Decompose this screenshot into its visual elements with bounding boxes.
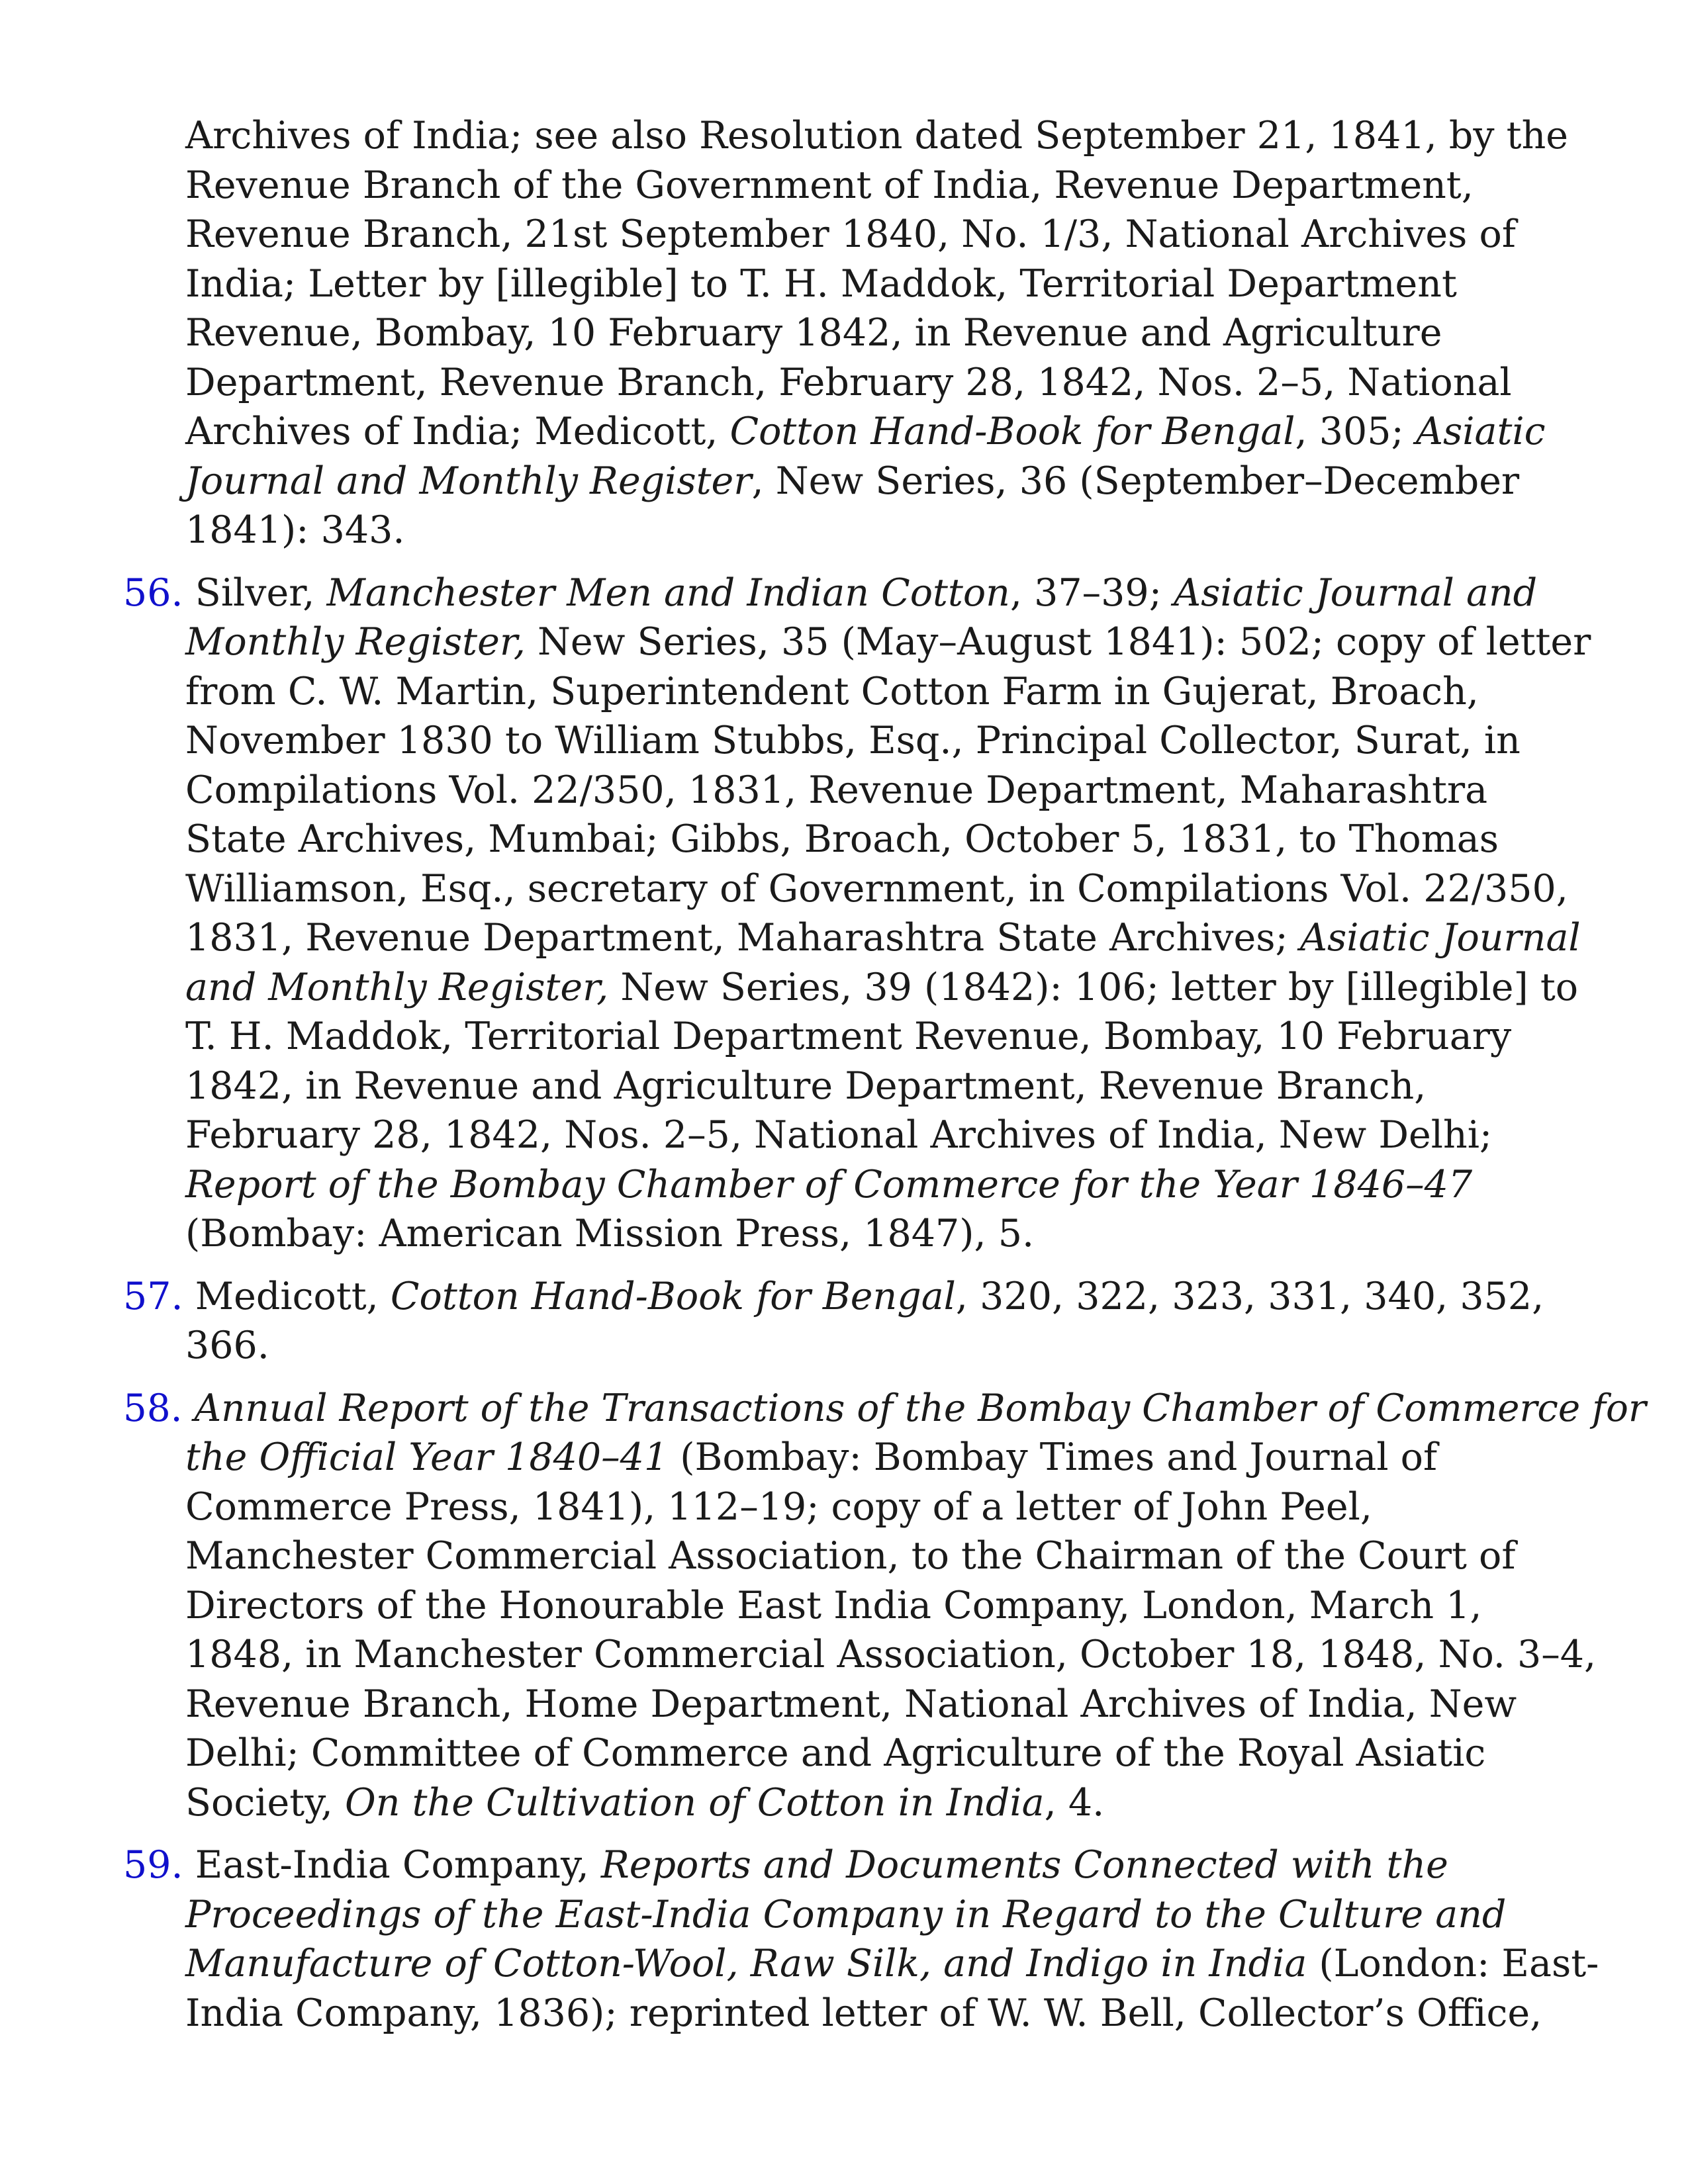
note-line bbox=[123, 1841, 1579, 1890]
note-text: from C. W. Martin, Superintendent Cotton Farm in Gujerat, Broach, bbox=[185, 669, 1479, 713]
note-text: Medicott, bbox=[183, 1274, 391, 1318]
note-text: 1842, in Revenue and Agriculture Department, Revenue Branch, bbox=[185, 1064, 1427, 1108]
note-number-link[interactable]: 57. bbox=[123, 1274, 183, 1318]
note-text: , 4. bbox=[1044, 1780, 1105, 1825]
note-text: New Series, 39 (1842): 106; letter by [illegible] to bbox=[608, 965, 1579, 1009]
italic-title: Manchester Men and Indian Cotton bbox=[326, 570, 1010, 615]
note-line bbox=[185, 1581, 1579, 1631]
italic-title: the Official Year 1840–41 bbox=[185, 1435, 669, 1479]
note-line bbox=[123, 1272, 1579, 1322]
note-line bbox=[185, 1012, 1579, 1062]
endnote-56 bbox=[123, 569, 1591, 1259]
note-text: Archives of India; see also Resolution dated September 21, 1841, by the bbox=[185, 114, 1569, 158]
note-line bbox=[185, 1939, 1599, 1989]
note-text: (London: East- bbox=[1307, 1942, 1599, 1985]
note-text: Delhi; Committee of Commerce and Agriculture of the Royal Asiatic bbox=[185, 1731, 1486, 1775]
note-line bbox=[185, 1729, 1579, 1778]
note-text: February 28, 1842, Nos. 2–5, National Archives of India, New Delhi; bbox=[185, 1113, 1493, 1157]
note-text: Williamson, Esq., secretary of Government, in Compilations Vol. 22/350, bbox=[185, 866, 1568, 911]
note-text: , 305; bbox=[1295, 410, 1416, 453]
note-line bbox=[185, 1111, 1579, 1160]
note-line bbox=[185, 1890, 1579, 1940]
note-line bbox=[185, 407, 1579, 457]
italic-title: Journal and Monthly Register bbox=[185, 459, 752, 503]
note-line bbox=[185, 1160, 1579, 1210]
note-text: East-India Company, bbox=[183, 1843, 601, 1887]
note-line bbox=[185, 1321, 1579, 1371]
note-text: 366. bbox=[185, 1324, 269, 1367]
note-text: State Archives, Mumbai; Gibbs, Broach, October 5, 1831, to Thomas bbox=[185, 817, 1499, 861]
note-text: India Company, 1836); reprinted letter of W. W. Bell, Collector’s Office, bbox=[185, 1991, 1542, 2035]
italic-title: Cotton Hand-Book for Bengal bbox=[729, 410, 1295, 453]
note-line bbox=[185, 1680, 1579, 1729]
note-text: (Bombay: American Mission Press, 1847), 5. bbox=[185, 1212, 1035, 1255]
note-text: 1831, Revenue Department, Maharashtra State Archives; bbox=[185, 916, 1300, 960]
note-text: , 37–39; bbox=[1009, 570, 1174, 615]
italic-title: Report of the Bombay Chamber of Commerce for the Year 1846–47 bbox=[185, 1162, 1473, 1206]
note-number-link[interactable]: 56. bbox=[123, 570, 183, 615]
italic-title: Asiatic Journal bbox=[1299, 916, 1581, 960]
note-text: Compilations Vol. 22/350, 1831, Revenue Department, Maharashtra bbox=[185, 768, 1488, 812]
endnote-continuation bbox=[123, 111, 1579, 555]
note-line bbox=[185, 617, 1591, 667]
note-line bbox=[185, 1433, 1579, 1482]
note-line bbox=[185, 716, 1579, 766]
note-text: Revenue Branch of the Government of India, Revenue Department, bbox=[185, 163, 1474, 207]
italic-title: Annual Report of the Transactions of the Bombay Chamber of Commerce for bbox=[194, 1386, 1646, 1430]
note-line bbox=[185, 963, 1579, 1013]
note-text: , New Series, 36 (September–December bbox=[751, 459, 1520, 503]
note-line bbox=[185, 1482, 1579, 1532]
note-line bbox=[185, 1062, 1579, 1111]
note-text: , 320, 322, 323, 331, 340, 352, bbox=[955, 1274, 1544, 1318]
note-line bbox=[185, 210, 1579, 259]
note-text: Revenue Branch, 21st September 1840, No. 1/3, National Archives of bbox=[185, 212, 1516, 256]
italic-title: Reports and Documents Connected with the bbox=[600, 1843, 1448, 1887]
note-line bbox=[185, 111, 1579, 161]
italic-title: Proceedings of the East-India Company in Regard to the Culture and bbox=[185, 1892, 1507, 1936]
note-text: Manchester Commercial Association, to the Chairman of the Court of bbox=[185, 1534, 1516, 1578]
note-line bbox=[185, 1531, 1579, 1581]
note-text bbox=[183, 1387, 195, 1430]
note-line bbox=[185, 1989, 1579, 2038]
note-text: Department, Revenue Branch, February 28, 1842, Nos. 2–5, National bbox=[185, 360, 1512, 404]
note-line bbox=[185, 1630, 1597, 1680]
note-text: Directors of the Honourable East India Company, London, March 1, bbox=[185, 1583, 1482, 1627]
italic-title: and Monthly Register, bbox=[185, 965, 609, 1009]
note-text: New Series, 35 (May–August 1841): 502; copy of letter bbox=[525, 620, 1591, 664]
note-text: 1848, in Manchester Commercial Association, October 18, 1848, No. 3–4, bbox=[185, 1633, 1597, 1676]
note-line bbox=[185, 815, 1579, 864]
note-line bbox=[185, 308, 1579, 358]
note-text: November 1830 to William Stubbs, Esq., Principal Collector, Surat, in bbox=[185, 719, 1521, 762]
note-line bbox=[123, 1384, 1646, 1433]
note-line bbox=[185, 913, 1579, 963]
note-line bbox=[185, 259, 1579, 309]
note-line bbox=[185, 161, 1579, 210]
italic-title: Asiatic Journal and bbox=[1174, 570, 1538, 615]
note-line bbox=[123, 569, 1579, 618]
italic-title: On the Cultivation of Cotton in India bbox=[345, 1780, 1045, 1825]
note-text: Revenue, Bombay, 10 February 1842, in Revenue and Agriculture bbox=[185, 311, 1442, 355]
italic-title: Manufacture of Cotton-Wool, Raw Silk, and Indigo in India bbox=[185, 1942, 1307, 1985]
note-text: T. H. Maddok, Territorial Department Revenue, Bombay, 10 February bbox=[185, 1015, 1512, 1058]
note-text: Revenue Branch, Home Department, National Archives of India, New bbox=[185, 1682, 1517, 1726]
note-text: 1841): 343. bbox=[185, 508, 405, 552]
note-text: Commerce Press, 1841), 112–19; copy of a letter of John Peel, bbox=[185, 1484, 1372, 1529]
note-line bbox=[185, 1778, 1579, 1828]
italic-title: Monthly Register, bbox=[185, 620, 526, 664]
note-text: Society, bbox=[185, 1780, 346, 1825]
note-line bbox=[185, 457, 1579, 506]
note-line bbox=[185, 864, 1579, 914]
note-line bbox=[185, 506, 1579, 555]
endnote-57 bbox=[123, 1272, 1579, 1371]
note-line bbox=[185, 766, 1579, 815]
note-text: Silver, bbox=[183, 570, 327, 615]
endnotes-list bbox=[123, 111, 1646, 2051]
note-text: Archives of India; Medicott, bbox=[185, 410, 730, 453]
note-line bbox=[185, 1209, 1579, 1259]
endnote-59 bbox=[123, 1841, 1599, 2038]
note-number-link[interactable]: 58. bbox=[123, 1386, 183, 1430]
note-text: India; Letter by [illegible] to T. H. Maddok, Territorial Department bbox=[185, 261, 1457, 306]
note-line bbox=[185, 358, 1579, 408]
italic-title: Cotton Hand-Book for Bengal bbox=[390, 1274, 956, 1318]
note-text: (Bombay: Bombay Times and Journal of bbox=[668, 1435, 1438, 1479]
endnote-58 bbox=[123, 1384, 1646, 1828]
italic-title: Asiatic bbox=[1415, 410, 1546, 453]
note-number-link[interactable]: 59. bbox=[123, 1843, 183, 1887]
note-line bbox=[185, 667, 1579, 717]
